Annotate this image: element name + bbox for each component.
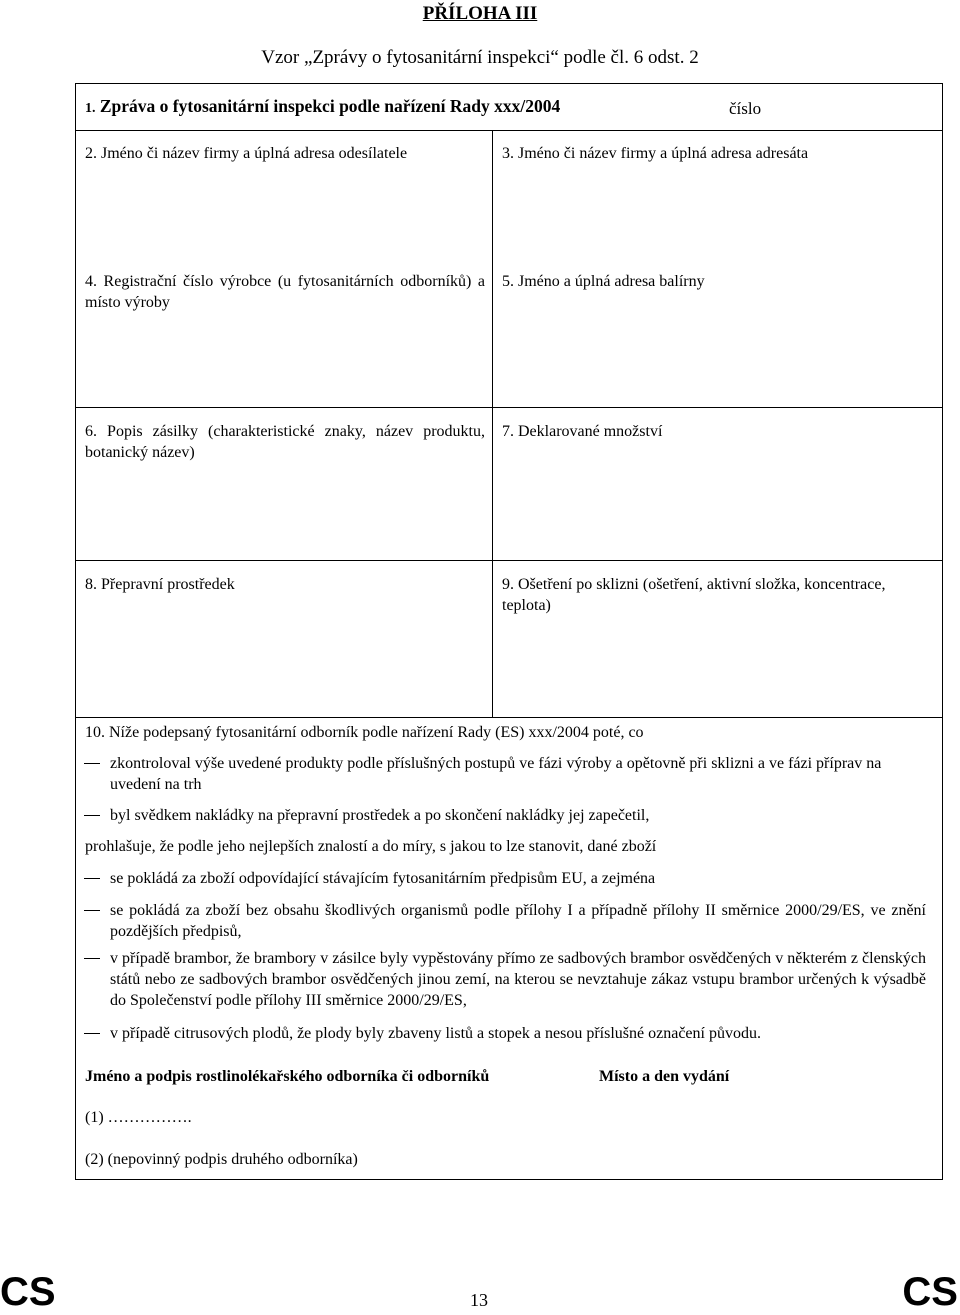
annex-title: PŘÍLOHA III [422,3,538,24]
list-item [76,948,936,1014]
statement-text: v případě citrusových plodů, že plody byly zbaveny listů a stopek a nesou příslušné označení původu. [110,1025,761,1042]
statement-text: se pokládá za zboží odpovídající stávajícím fytosanitárním předpisům EU, a zejména [110,870,656,887]
field-producer-registration: 4. Registrační číslo výrobce (u fytosanitárních odborníků) a místo výroby [85,273,485,311]
form-number: 1. [85,101,96,116]
field-post-harvest-treatment: 9. Ošetření po sklizni (ošetření, aktivní složka, koncentrace, teplota) [502,576,886,614]
check-text: byl svědkem nakládky na přepravní prostředek a po skončení nakládky jej zapečetil, [110,807,650,824]
statement-text: v případě brambor, že brambory v zásilce byly vypěstovány přímo ze sadbových brambor osvědčených v některém z členských států nebo ze sadbových brambor osvědčených jinou zemí, na kterou se nevztahuje zákaz vstupu brambor určených k výsadbě do Společenství podle přílohy III směrnice 2000/29/ES, [110,950,926,1009]
list-item [76,900,936,944]
dash-bullet [84,878,100,879]
statement-text: se pokládá za zboží bez obsahu škodlivých organismů podle přílohy I a případně přílohy II směrnice 2000/29/ES, ve znění pozdějších předpisů, [110,902,926,940]
declaration-intro: 10. Níže podepsaný fytosanitární odborník podle nařízení Rady (ES) xxx/2004 poté, co [85,724,644,741]
list-item [76,1023,936,1045]
list-item [76,753,936,797]
dash-bullet [84,815,100,816]
field-declared-quantity: 7. Deklarované množství [502,423,663,440]
language-code-left: CS [0,1270,56,1314]
column-divider [492,130,493,717]
field-means-of-transport: 8. Přepravní prostředek [85,576,235,593]
dash-bullet [84,958,100,959]
field-packing-house: 5. Jméno a úplná adresa balírny [502,273,705,290]
dash-bullet [84,910,100,911]
divider [76,130,942,131]
divider [76,407,942,408]
language-code-right: CS [902,1270,958,1314]
form-number-label: číslo [729,99,762,118]
signature-label: Jméno a podpis rostlinolékařského odborníka či odborníků [85,1068,490,1085]
field-consignment-description: 6. Popis zásilky (charakteristické znaky, název produktu, botanický název) [85,423,485,461]
form-title: Zpráva o fytosanitární inspekci podle nařízení Rady xxx/2004 [99,96,561,116]
divider [76,717,942,718]
signature-line-2: (2) (nepovinný podpis druhého odborníka) [85,1151,358,1168]
page-number: 13 [470,1290,488,1310]
list-item [76,805,936,827]
annex-subtitle: Vzor „Zprávy o fytosanitární inspekci“ podle čl. 6 odst. 2 [261,47,699,68]
field-recipient: 3. Jméno či název firmy a úplná adresa adresáta [502,145,809,162]
place-date-label: Místo a den vydání [599,1068,730,1085]
form-header [85,96,560,119]
check-text: zkontroloval výše uvedené produkty podle příslušných postupů ve fázi výroby a opětovně při sklizni a ve fázi příprav na uvedení na trh [110,755,882,793]
dash-bullet [84,763,100,764]
list-item [76,868,936,890]
field-sender: 2. Jméno či název firmy a úplná adresa odesílatele [85,145,408,162]
signature-line-1: (1) ……………. [85,1109,192,1126]
divider [76,560,942,561]
inspection-report-form [75,83,943,1180]
declaration-statement: prohlašuje, že podle jeho nejlepších znalostí a do míry, s jakou to lze stanovit, dané zboží [85,838,657,855]
dash-bullet [84,1033,100,1034]
